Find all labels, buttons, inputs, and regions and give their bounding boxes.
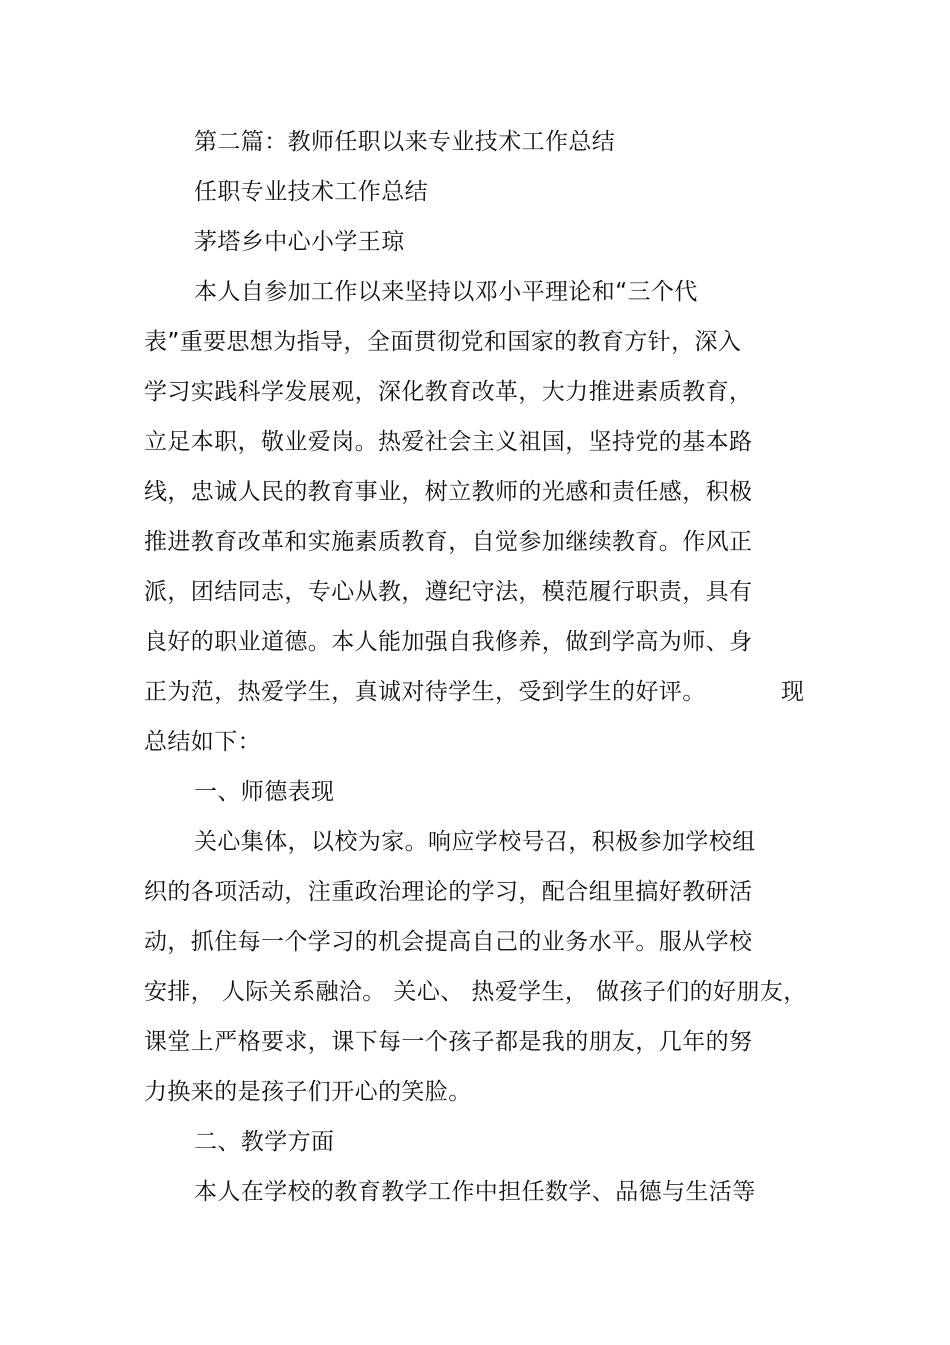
paragraph-trailing-word: 现 <box>781 679 804 705</box>
paragraph-line: 线，忠诚人民的教育事业，树立教师的光感和责任感，积极 <box>144 479 753 505</box>
paragraph-line: 力换来的是孩子们开心的笑脸。 <box>144 1079 472 1105</box>
document-title: 任职专业技术工作总结 <box>194 179 428 205</box>
section-heading-ethics: 一、师德表现 <box>194 779 335 805</box>
paragraph-line: 良好的职业道德。本人能加强自我修养，做到学高为师、身 <box>144 629 753 655</box>
paragraph-line: 表”重要思想为指导，全面贯彻党和国家的教育方针，深入 <box>144 329 742 355</box>
paragraph-line: 派，团结同志，专心从教，遵纪守法，模范履行职责，具有 <box>144 579 753 605</box>
paragraph-line: 安排， 人际关系融洽。 关心、 热爱学生， 做孩子们的好朋友， <box>144 979 807 1005</box>
paragraph-line: 关心集体，以校为家。响应学校号召，积极参加学校组 <box>194 829 756 855</box>
paragraph-line: 立足本职，敬业爱岗。热爱社会主义祖国，坚持党的基本路 <box>144 429 753 455</box>
paragraph-line: 动，抓住每一个学习的机会提高自己的业务水平。服从学校 <box>144 929 753 955</box>
paragraph-line: 本人在学校的教育教学工作中担任数学、品德与生活等 <box>194 1179 756 1205</box>
section-heading-teaching: 二、教学方面 <box>194 1129 335 1155</box>
paragraph-line: 本人自参加工作以来坚持以邓小平理论和“三个代 <box>194 279 698 305</box>
section-title: 第二篇：教师任职以来专业技术工作总结 <box>194 129 616 155</box>
author-line: 茅塔乡中心小学王琼 <box>194 229 405 255</box>
paragraph-line: 推进教育改革和实施素质教育，自觉参加继续教育。作风正 <box>144 529 753 555</box>
paragraph-line: 学习实践科学发展观，深化教育改革，大力推进素质教育， <box>144 379 753 405</box>
paragraph-line: 织的各项活动，注重政治理论的学习，配合组里搞好教研活 <box>144 879 753 905</box>
paragraph-line: 课堂上严格要求，课下每一个孩子都是我的朋友，几年的努 <box>144 1029 753 1055</box>
paragraph-line: 总结如下： <box>144 729 261 755</box>
paragraph-line: 正为范，热爱学生，真诚对待学生，受到学生的好评。 <box>144 679 706 705</box>
